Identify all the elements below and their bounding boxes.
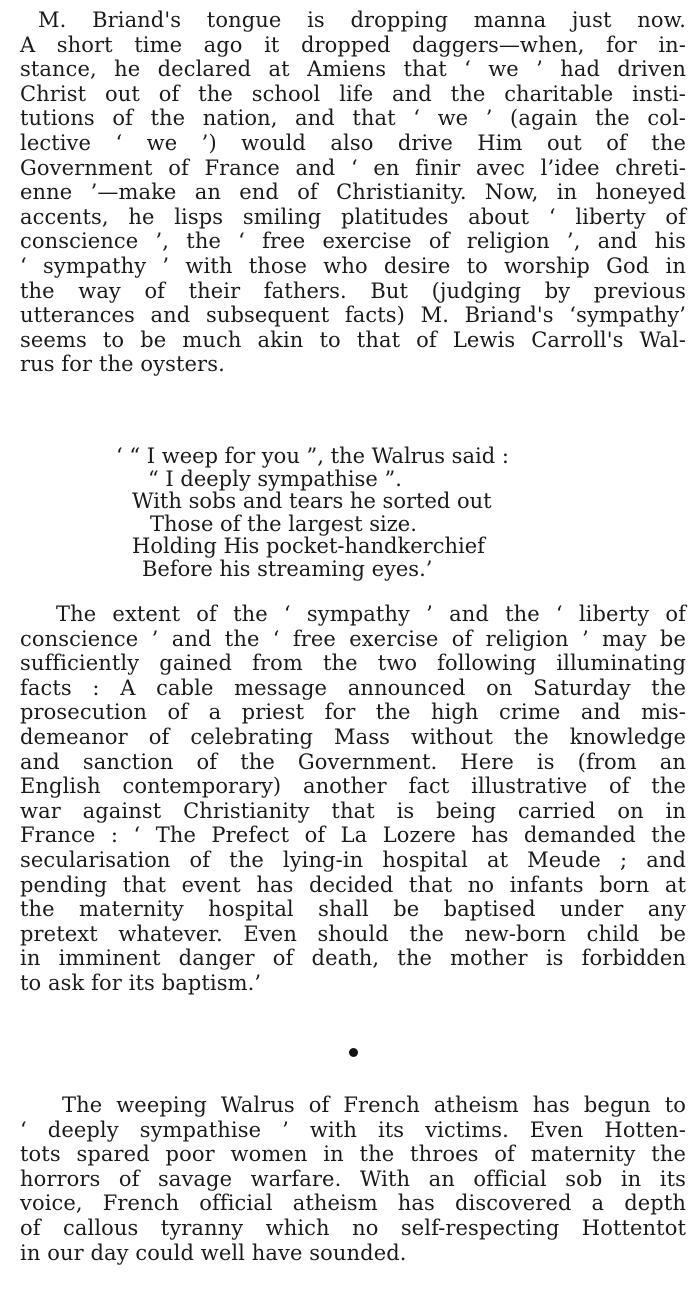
text-line: seems to be much akin to that of Lewis Carroll's Wal- bbox=[20, 327, 686, 352]
text-line: demeanor of celebrating Mass without the knowledge bbox=[20, 724, 686, 749]
paragraph-briand bbox=[20, 8, 686, 377]
text-line: utterances and subsequent facts) M. Briand's ‘sympathy’ bbox=[20, 303, 686, 328]
text-line: tots spared poor women in the throes of maternity the bbox=[20, 1142, 686, 1167]
poem-line: With sobs and tears he sorted out bbox=[132, 489, 492, 513]
text-line: rus for the oysters. bbox=[20, 352, 225, 377]
text-line: conscience ’, the ‘ free exercise of religion ’, and his bbox=[20, 229, 686, 254]
text-line: voice, French official atheism has discovered a depth bbox=[20, 1191, 686, 1216]
text-line: The weeping Walrus of French atheism has begun to bbox=[62, 1093, 686, 1117]
text-line: tutions of the nation, and that ‘ we ’ (again the col- bbox=[20, 106, 686, 131]
text-line: accents, he lisps smiling platitudes about ‘ liberty of bbox=[20, 204, 686, 229]
text-line: and sanction of the Government. Here is (from an bbox=[20, 749, 686, 774]
poem-line: Holding His pocket-handkerchief bbox=[132, 534, 485, 558]
text-line: the way of their fathers. But (judging by previous bbox=[20, 278, 686, 303]
text-line: pending that event has decided that no infants born at bbox=[20, 872, 686, 897]
text-line: the maternity hospital shall be baptised under any bbox=[20, 897, 686, 922]
text-line: in our day could well have sounded. bbox=[20, 1240, 407, 1265]
text-line: enne ’—make an end of Christianity. Now, in honeyed bbox=[20, 180, 686, 205]
text-line: in imminent danger of death, the mother is forbidden bbox=[20, 946, 686, 971]
poem-line: “ I deeply sympathise ”. bbox=[148, 466, 402, 491]
walrus-poem bbox=[112, 445, 582, 580]
text-line: pretext whatever. Even should the new-born child be bbox=[20, 921, 686, 946]
text-line: Government of France and ‘ en finir avec l’idee chreti- bbox=[20, 155, 686, 180]
text-line: France : ‘ The Prefect of La Lozere has demanded the bbox=[20, 823, 686, 848]
text-line: of callous tyranny which no self-respecting Hottentot bbox=[20, 1215, 686, 1240]
text-line: ‘ deeply sympathise ’ with its victims. Even Hotten- bbox=[20, 1117, 686, 1142]
text-line: ‘ sympathy ’ with those who desire to worship God in bbox=[20, 253, 686, 278]
text-line: secularisation of the lying-in hospital at Meude ; and bbox=[20, 847, 686, 872]
text-line: sufficiently gained from the two following illuminating bbox=[20, 651, 686, 676]
paragraph-weeping-walrus bbox=[20, 1093, 686, 1265]
text-line: A short time ago it dropped daggers—when, for in- bbox=[20, 32, 686, 57]
text-line: horrors of savage warfare. With an official sob in its bbox=[20, 1166, 686, 1191]
text-line: prosecution of a priest for the high crime and mis- bbox=[20, 700, 686, 725]
text-line: lective ‘ we ’) would also drive Him out of the bbox=[20, 130, 686, 155]
text-line: facts : A cable message announced on Saturday the bbox=[20, 675, 686, 700]
text-line: English contemporary) another fact illustrative of the bbox=[20, 774, 686, 799]
text-line: Christ out of the school life and the charitable insti- bbox=[20, 81, 686, 106]
poem-line: Those of the largest size. bbox=[150, 511, 417, 536]
poem-line: Before his streaming eyes.’ bbox=[142, 556, 433, 581]
text-line: stance, he declared at Amiens that ‘ we ’ had driven bbox=[20, 57, 686, 82]
paragraph-sympathy-facts bbox=[20, 602, 686, 996]
text-line: The extent of the ‘ sympathy ’ and the ‘ liberty of bbox=[56, 602, 686, 626]
text-line: conscience ’ and the ‘ free exercise of religion ’ may be bbox=[20, 626, 686, 651]
text-line: to ask for its baptism.’ bbox=[20, 970, 262, 995]
text-line: M. Briand's tongue is dropping manna just now. bbox=[38, 8, 686, 32]
text-line: war against Christianity that is being carried on in bbox=[20, 798, 686, 823]
poem-line: ‘ “ I weep for you ”, the Walrus said : bbox=[116, 444, 509, 468]
section-divider-dot bbox=[349, 1048, 358, 1057]
